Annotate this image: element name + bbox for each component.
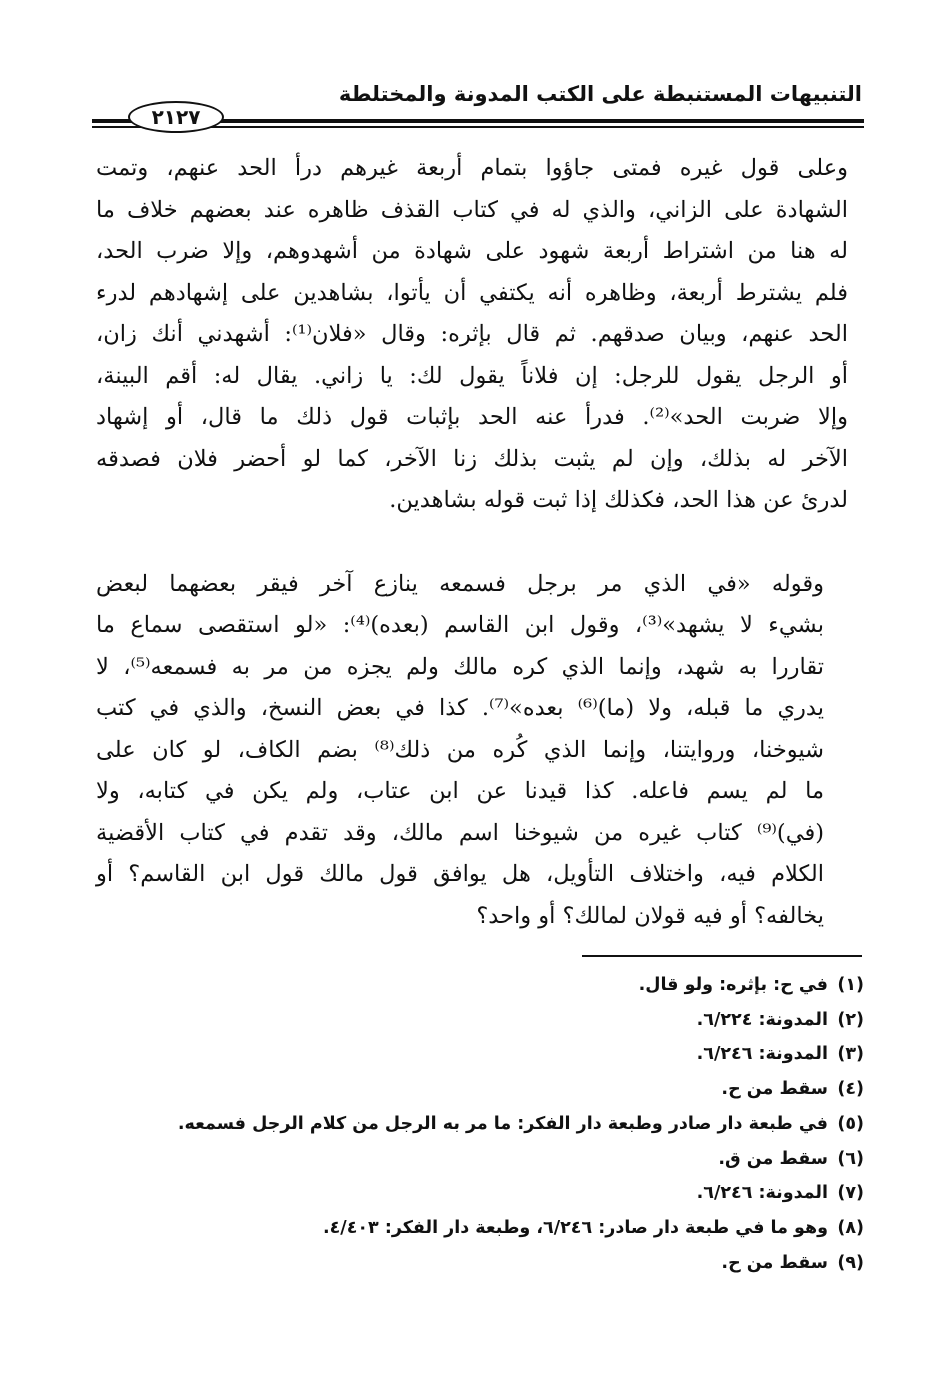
text-line: ما لم يسم فاعله. كذا قيدنا عن ابن عتاب، ولم يكن في كتابه، ولا bbox=[96, 778, 824, 804]
footnote-text: وهو ما في طبعة دار صادر: ٦/٢٤٦، وطبعة دار الفكر: ٤/٤٠٣. bbox=[322, 1217, 828, 1238]
footnote bbox=[84, 1003, 864, 1038]
footnote-text: في ح: بإثره: ولو قال. bbox=[638, 975, 828, 995]
footnote-number: (٩) bbox=[837, 1252, 864, 1273]
text-line: وقوله «في الذي مر برجل فسمعه ينازع آخر فيقر بعضهما لبعض bbox=[96, 570, 824, 597]
footnote bbox=[84, 1176, 864, 1211]
footnote-number: (٦) bbox=[837, 1148, 864, 1169]
text-line: فلم يشترط أربعة، وظاهره أنه يكتفي أن يأتوا، بشاهدين على إشهادهم لدرء bbox=[96, 279, 848, 306]
footnote bbox=[84, 1142, 864, 1177]
paragraph-2 bbox=[96, 564, 862, 938]
main-text bbox=[96, 148, 862, 937]
text-line: الحد عنهم، وبيان صدقهم. ثم قال بإثره: وقال «فلان⁽¹⁾: أشهدني أنك زان، bbox=[96, 321, 848, 347]
text-line: الكلام فيه، واختلاف التأويل، هل يوافق قول مالك قول ابن القاسم؟ أو bbox=[96, 861, 824, 887]
footnote bbox=[84, 968, 864, 1003]
footnote-number: (٢) bbox=[837, 1009, 864, 1030]
footnote-text: سقط من ح. bbox=[721, 1252, 828, 1273]
footnote-number: (٣) bbox=[837, 1044, 864, 1065]
footnotes bbox=[84, 968, 864, 1280]
footnote bbox=[84, 1211, 864, 1246]
footnote-text: المدونة: ٦/٢٤٦. bbox=[696, 1183, 828, 1204]
text-line: (في)⁽⁹⁾ كتاب غيره من شيوخنا اسم مالك، وقد تقدم في كتاب الأقضية bbox=[96, 819, 824, 846]
running-title: التنبيهات المستنبطة على الكتب المدونة والمختلطة bbox=[338, 82, 862, 106]
text-line: يخالفه؟ أو فيه قولان لمالك؟ أو واحد؟ bbox=[476, 902, 824, 929]
footnote-number: (٥) bbox=[837, 1113, 864, 1134]
text-line: وإلا ضربت الحد»⁽²⁾. فدرأ عنه الحد بإثبات قول ذلك ما قال، أو إشهاد bbox=[96, 404, 848, 430]
footnote-separator bbox=[582, 955, 862, 957]
footnote-text: في طبعة دار صادر وطبعة دار الفكر: ما مر به الرجل من كلام الرجل فسمعه. bbox=[177, 1113, 828, 1134]
footnote-text: المدونة: ٦/٢٤٦. bbox=[696, 1044, 828, 1065]
text-line: بشيء لا يشهد»⁽³⁾، وقول ابن القاسم (بعده)⁽⁴⁾: «لو استقصى سماع ما bbox=[96, 612, 824, 638]
text-line: شيوخنا، وروايتنا، وإنما الذي كُره من ذلك⁽⁸⁾ بضم الكاف، لو كان على bbox=[96, 736, 824, 763]
footnote-number: (٧) bbox=[837, 1183, 864, 1204]
footnote-number: (٨) bbox=[837, 1217, 864, 1238]
footnote bbox=[84, 1107, 864, 1142]
text-line: الآخر له بذلك، وإن لم يثبت بذلك زنا الآخر، كما لو أحضر فلان فصدقه bbox=[96, 445, 848, 472]
text-line: أو الرجل يقول للرجل: إن فلاناً يقول لك: يا زاني. يقال له: أقم البينة، bbox=[96, 362, 848, 389]
text-line: يدري ما قبله، ولا (ما)⁽⁶⁾ بعده»⁽⁷⁾. كذا في بعض النسخ، والذي في كتب bbox=[96, 695, 824, 721]
footnote bbox=[84, 1246, 864, 1281]
footnote bbox=[84, 1072, 864, 1107]
footnote-number: (١) bbox=[837, 975, 864, 995]
page-number: ٢١٢٧ bbox=[128, 101, 224, 133]
text-line: له هنا من اشتراط أربعة شهود على شهادة من أشهدوهم، وإلا ضرب الحد، bbox=[96, 238, 848, 264]
text-line: تقاررا به شهد، وإنما الذي كره مالك ولم يجزه من مر به فسمعه⁽⁵⁾، لا bbox=[96, 653, 824, 680]
footnote-number: (٤) bbox=[837, 1079, 864, 1100]
footnote-text: سقط من ح. bbox=[721, 1079, 828, 1100]
footnote bbox=[84, 1037, 864, 1072]
paragraph-1 bbox=[96, 148, 862, 522]
footnote-text: سقط من ق. bbox=[718, 1148, 828, 1169]
text-line: الشهادة على الزاني، والذي له في كتاب القذف ظاهره عند بعضهم خلاف ما bbox=[96, 196, 848, 223]
text-line: وعلى قول غيره فمتى جاؤوا بتمام أربعة غيرهم درأ الحد عنهم، وتمت bbox=[96, 155, 848, 181]
text-line: لدرئ عن هذا الحد، فكذلك إذا ثبت قوله بشاهدين. bbox=[389, 487, 848, 513]
footnote-text: المدونة: ٦/٢٢٤. bbox=[696, 1009, 828, 1030]
